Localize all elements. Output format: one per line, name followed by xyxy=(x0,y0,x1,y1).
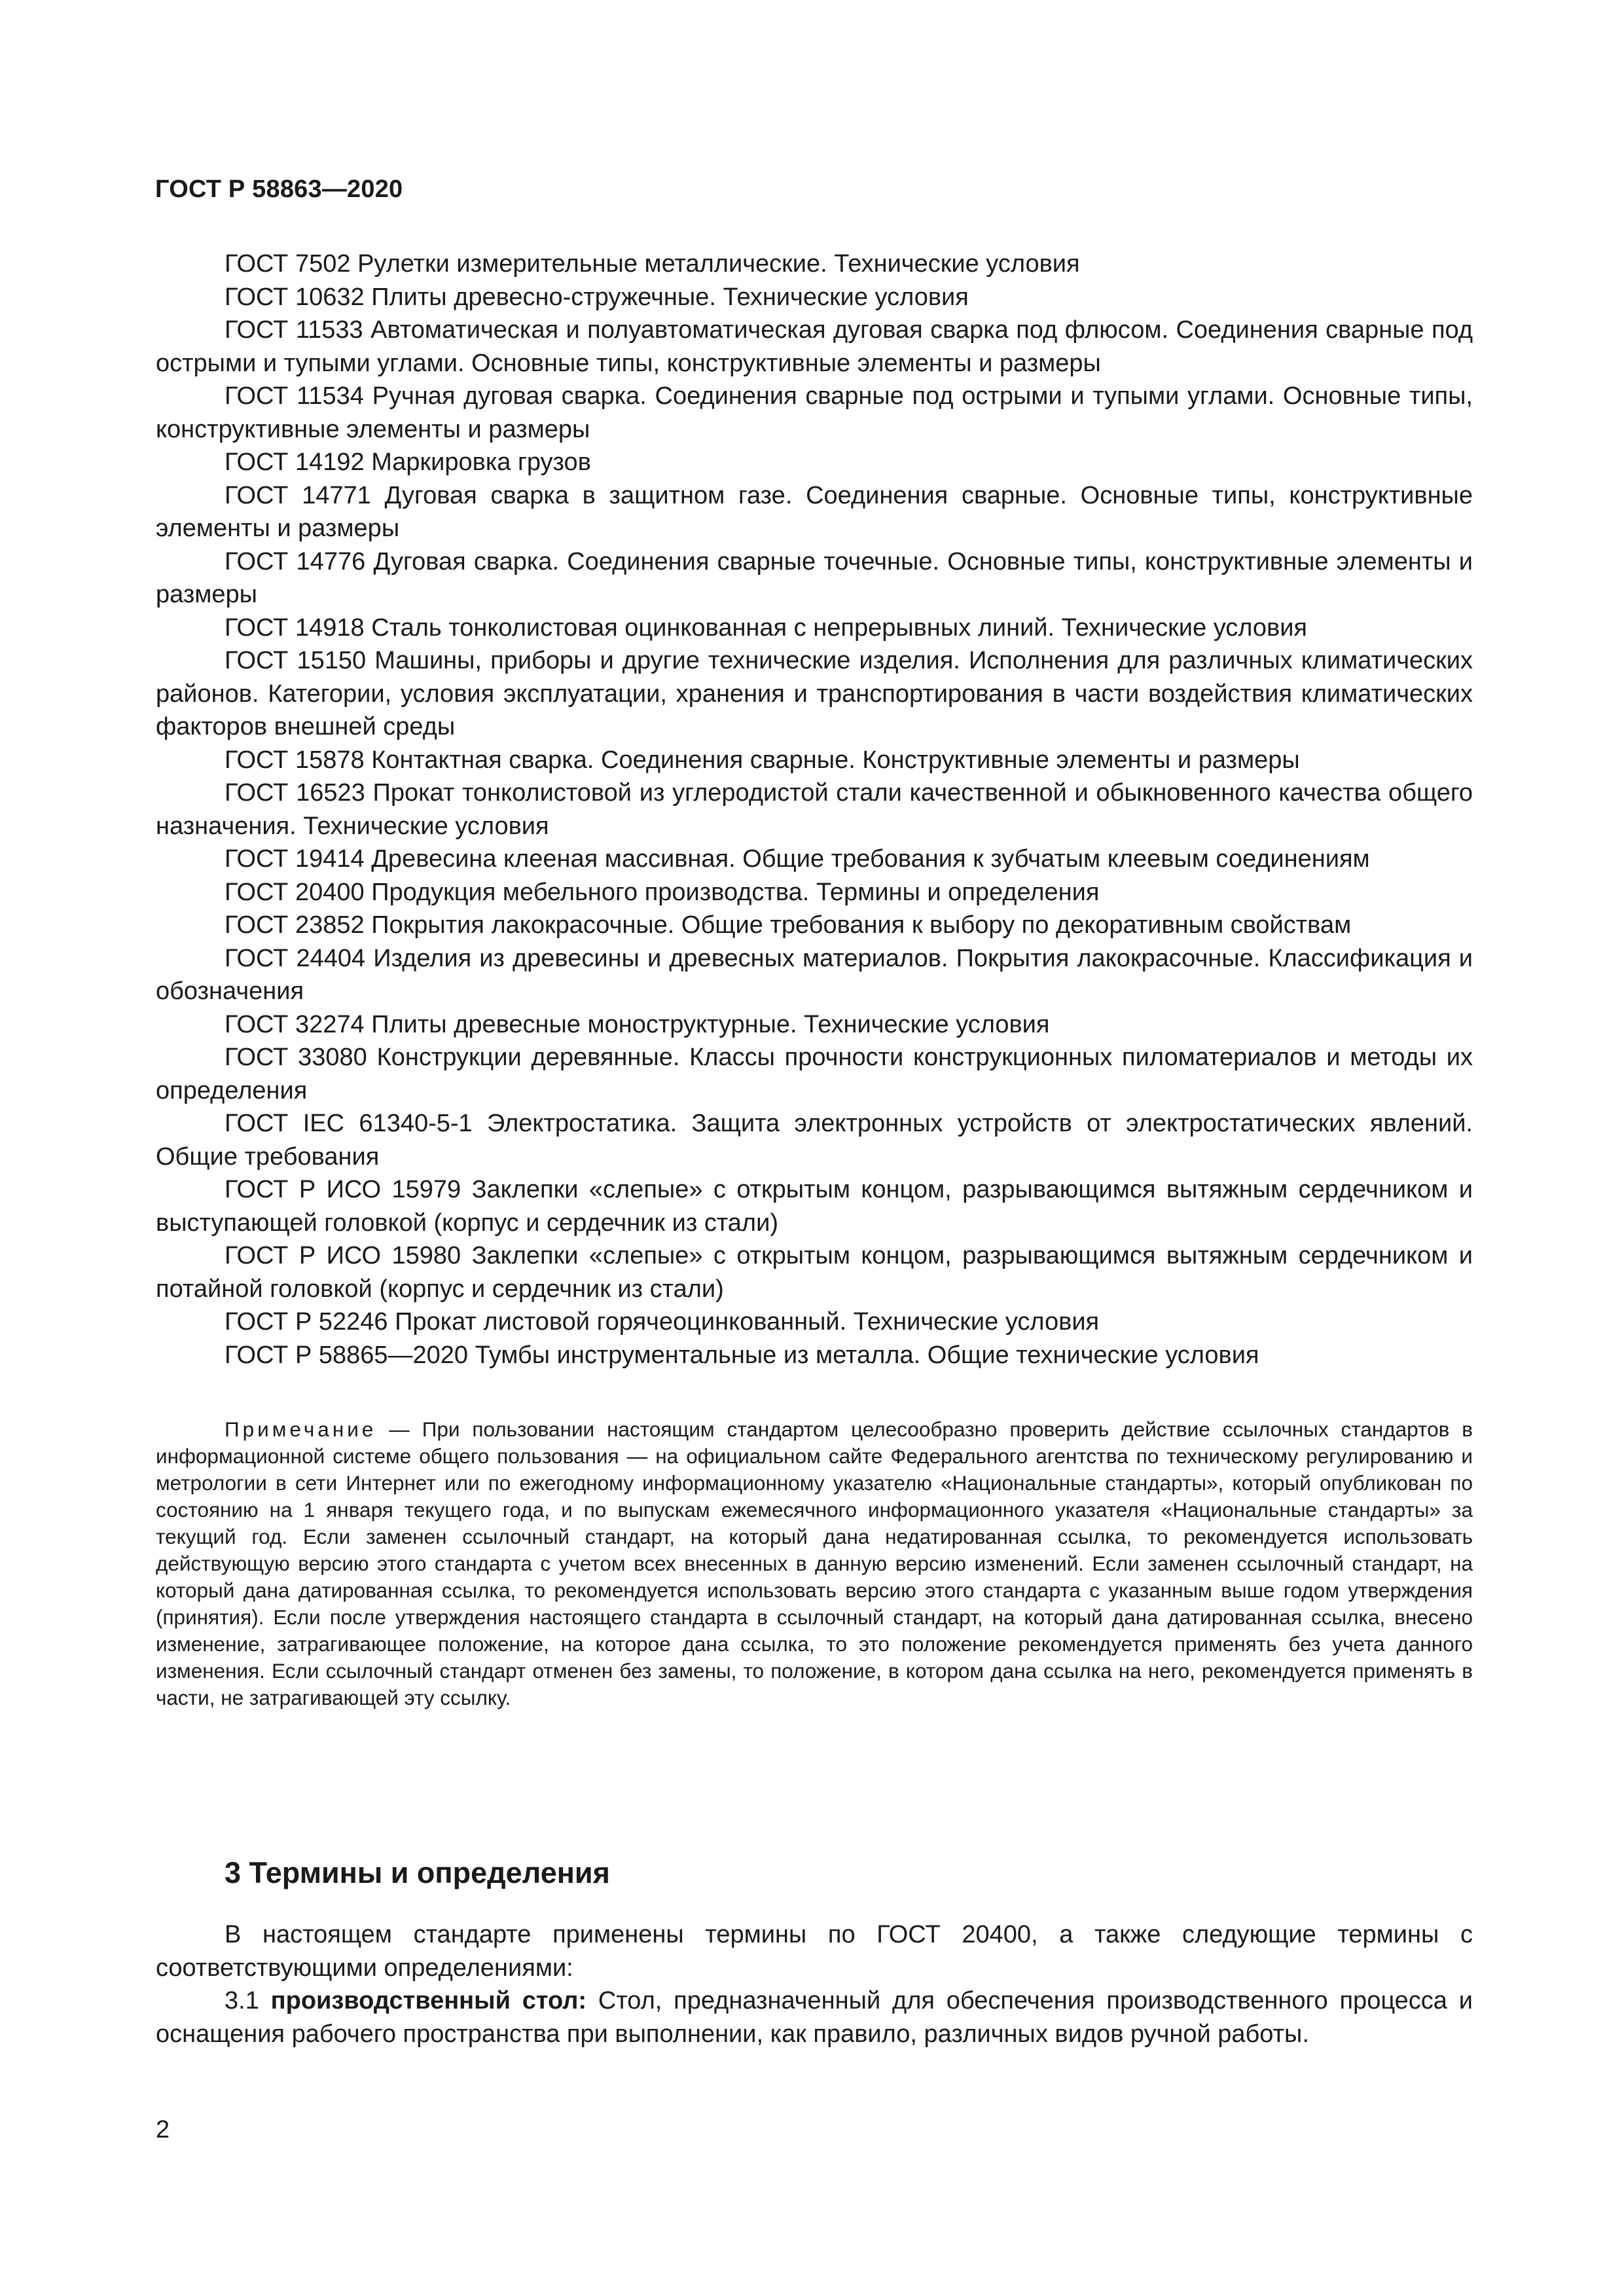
term-number: 3.1 xyxy=(225,1987,259,2014)
reference-item: ГОСТ 33080 Конструкции деревянные. Классы прочности конструкционных пиломатериалов и методы их определения xyxy=(156,1044,1473,1104)
reference-item: ГОСТ 32274 Плиты древесные моноструктурные. Технические условия xyxy=(225,1010,1050,1038)
reference-item: ГОСТ IEC 61340-5-1 Электростатика. Защита электронных устройств от электростатических явлений. Общие требования xyxy=(156,1110,1473,1171)
reference-item: ГОСТ 15150 Машины, приборы и другие технические изделия. Исполнения для различных климатических районов. Категории, условия эксплуатации, хранения и транспортирования в части воздействия климатических факторов внешней среды xyxy=(156,647,1473,740)
reference-item: ГОСТ 23852 Покрытия лакокрасочные. Общие требования к выбору по декоративным свойствам xyxy=(225,911,1352,939)
section-intro: В настоящем стандарте применены термины по ГОСТ 20400, а также следующие термины с соответствующими определениями: xyxy=(156,1921,1473,1982)
reference-item: ГОСТ Р 58865—2020 Тумбы инструментальные из металла. Общие технические условия xyxy=(225,1341,1259,1369)
reference-item: ГОСТ 7502 Рулетки измерительные металлические. Технические условия xyxy=(225,250,1080,278)
note-text: — При пользовании настоящим стандартом целесообразно проверить действие ссылочных стандартов в информационной системе общего пользования — на официальном сайте Федерального агентства по техническому регулированию и метрологии в сети Интернет или по ежегодному информационному указателю «Национальные стандарты», который опубликован по состоянию на 1 января текущего года, и по выпускам ежемесячного информационного указателя «Национальные стандарты» за текущий год. Если заменен ссылочный стандарт, на который дана недатированная ссылка, то рекомендуется использовать действующую версию этого стандарта с учетом всех внесенных в данную версию изменений. Если заменен ссылочный стандарт, на который дана датированная ссылка, то рекомендуется использовать версию этого стандарта с указанным выше годом утверждения (принятия). Если после утверждения настоящего стандарта в ссылочный стандарт, на который дана датированная ссылка, внесено изменение, затрагивающее положение, на которое дана ссылка, то это положение рекомендуется применять без учета данного изменения. Если ссылочный стандарт отменен без замены, то положение, в котором дана ссылка на него, рекомендуется применять в части, не затрагивающей эту ссылку. xyxy=(156,1417,1473,1709)
references-note xyxy=(156,1416,1473,1711)
reference-item: ГОСТ Р ИСО 15980 Заклепки «слепые» с открытым концом, разрывающимся вытяжным сердечником и потайной головкой (корпус и сердечник из стали) xyxy=(156,1242,1473,1303)
reference-item: ГОСТ 20400 Продукция мебельного производства. Термины и определения xyxy=(225,878,1100,906)
reference-item: ГОСТ 14192 Маркировка грузов xyxy=(225,448,591,476)
reference-item: ГОСТ 14918 Сталь тонколистовая оцинкованная с непрерывных линий. Технические условия xyxy=(225,613,1308,642)
term-definition xyxy=(156,1984,1473,2050)
note-label: Примечание xyxy=(225,1417,377,1441)
term-name: производственный стол: xyxy=(270,1987,587,2014)
reference-item: ГОСТ Р 52246 Прокат листовой горячеоцинкованный. Технические условия xyxy=(225,1308,1100,1336)
page-number: 2 xyxy=(156,2116,170,2143)
reference-item: ГОСТ 16523 Прокат тонколистовой из углеродистой стали качественной и обыкновенного качества общего назначения. Технические условия xyxy=(156,779,1473,840)
section-body xyxy=(156,1918,1473,2050)
reference-item: ГОСТ 14771 Дуговая сварка в защитном газе. Соединения сварные. Основные типы, конструктивные элементы и размеры xyxy=(156,481,1473,542)
reference-item: ГОСТ 10632 Плиты древесно-стружечные. Технические условия xyxy=(225,283,969,311)
normative-references-list xyxy=(156,247,1473,1372)
reference-item: ГОСТ 11534 Ручная дуговая сварка. Соединения сварные под острыми и тупыми углами. Основные типы, конструктивные элементы и размеры xyxy=(156,382,1473,443)
document-header: ГОСТ Р 58863—2020 xyxy=(155,175,403,203)
reference-item: ГОСТ 19414 Древесина клееная массивная. Общие требования к зубчатым клеевым соединениям xyxy=(225,845,1370,873)
reference-item: ГОСТ 24404 Изделия из древесины и древесных материалов. Покрытия лакокрасочные. Классификация и обозначения xyxy=(156,944,1473,1005)
reference-item: ГОСТ 14776 Дуговая сварка. Соединения сварные точечные. Основные типы, конструктивные элементы и размеры xyxy=(156,547,1473,608)
reference-item: ГОСТ 15878 Контактная сварка. Соединения сварные. Конструктивные элементы и размеры xyxy=(225,746,1300,774)
reference-item: ГОСТ 11533 Автоматическая и полуавтоматическая дуговая сварка под флюсом. Соединения сварные под острыми и тупыми углами. Основные типы, конструктивные элементы и размеры xyxy=(156,316,1473,377)
reference-item: ГОСТ Р ИСО 15979 Заклепки «слепые» с открытым концом, разрывающимся вытяжным сердечником и выступающей головкой (корпус и сердечник из стали) xyxy=(156,1176,1473,1237)
term-text: Стол, предназначенный для обеспечения производственного процесса и оснащения рабочего пространства при выполнении, как правило, различных видов ручной работы. xyxy=(156,1987,1473,2048)
section-title: 3 Термины и определения xyxy=(225,1856,610,1889)
